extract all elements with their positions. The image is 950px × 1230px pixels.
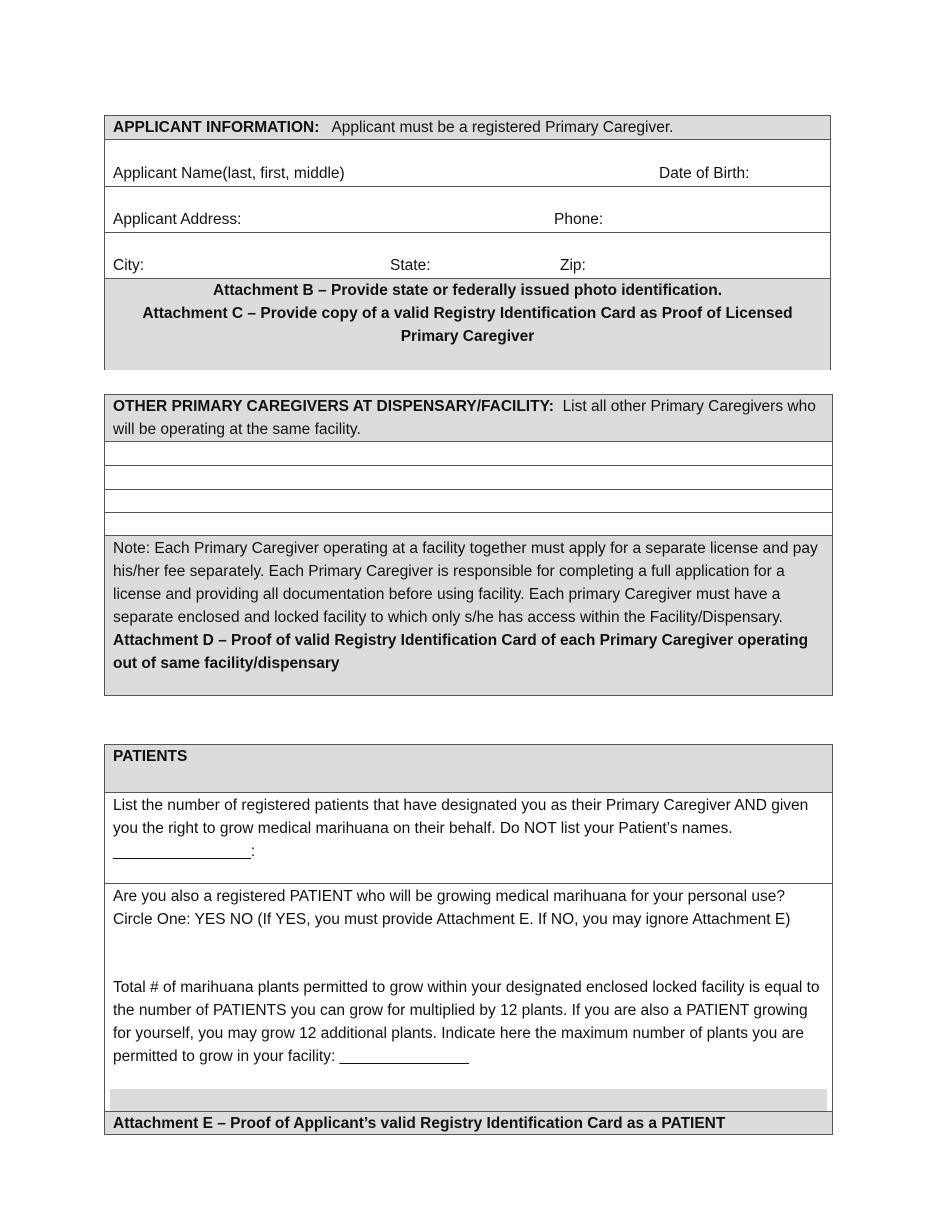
date-of-birth-label: Date of Birth: <box>659 165 750 182</box>
state-label: State: <box>390 257 431 274</box>
applicant-name-label: Applicant Name(last, first, middle) <box>113 165 345 182</box>
patient-count-row[interactable] <box>105 792 832 883</box>
patients-table <box>104 744 833 1135</box>
patient-count-text: List the number of registered patients that have designated you as their Primary Caregiver AND given you the right to grow medical marihuana on their behalf. Do NOT list your Patient’s names. <box>113 797 809 837</box>
other-caregivers-header-text: List all other Primary Caregivers who will be operating at the same facility. <box>113 398 816 438</box>
caregiver-note-text: Note: Each Primary Caregiver operating at a facility together must apply for a separate license and pay his/her fee separately. Each Primary Caregiver is responsible for completing a full application for a license and providing all documentation before using facility. Each primary Caregiver must have a separate enclosed and locked facility to which only s/he has access within the Facility/Dispensary. <box>113 540 818 626</box>
attachment-b-text: Attachment B – Provide state or federally issued photo identification. <box>212 282 722 299</box>
applicant-header-row <box>105 116 830 139</box>
city-label: City: <box>113 257 144 274</box>
zip-label: Zip: <box>560 257 586 274</box>
attachment-c-text: Attachment C – Provide copy of a valid Registry Identification Card as Proof of Licensed Primary Caregiver <box>142 305 793 345</box>
applicant-header-title: APPLICANT INFORMATION: <box>113 119 320 136</box>
applicant-name-row[interactable] <box>105 139 830 186</box>
phone-label: Phone: <box>554 211 604 228</box>
other-caregivers-table <box>104 394 833 696</box>
other-caregivers-header-title: OTHER PRIMARY CAREGIVERS AT DISPENSARY/FACILITY: <box>113 398 554 415</box>
gray-spacer <box>110 1089 827 1111</box>
total-plants-blank[interactable]: _______________ <box>339 1048 469 1065</box>
personal-patient-text: Are you also a registered PATIENT who will be growing medical marihuana for your personal use? Circle One: YES NO (If YES, you must provide Attachment E. If NO, you may ignore Attachment E) <box>113 888 791 928</box>
applicant-address-row[interactable] <box>105 186 830 232</box>
patient-personal-row[interactable] <box>105 883 832 1111</box>
patient-count-blank[interactable]: ________________: <box>113 843 256 860</box>
applicant-header-text: Applicant must be a registered Primary Caregiver. <box>331 119 674 136</box>
patients-header-title: PATIENTS <box>113 748 188 765</box>
patients-header-row <box>105 745 832 792</box>
caregiver-entry-row-2[interactable] <box>105 465 832 489</box>
total-plants-text: Total # of marihuana plants permitted to grow within your designated enclosed locked facility is equal to the number of PATIENTS you can grow for multiplied by 12 plants. If you are also a PATIENT growing for yourself, you may grow 12 additional plants. Indicate here the maximum number of plants you are permitted to grow in your facility: <box>113 979 820 1065</box>
caregiver-note-row <box>105 535 832 695</box>
attachment-bc-row <box>105 278 830 370</box>
attachment-e-row <box>105 1111 832 1134</box>
attachment-d-text: Attachment D – Proof of valid Registry Identification Card of each Primary Caregiver operating out of same facility/dispensary <box>113 632 809 672</box>
applicant-city-row[interactable] <box>105 232 830 278</box>
applicant-address-label: Applicant Address: <box>113 211 242 228</box>
caregiver-entry-row-4[interactable] <box>105 512 832 535</box>
attachment-e-text: Attachment E – Proof of Applicant’s valid Registry Identification Card as a PATIENT <box>113 1115 726 1132</box>
applicant-information-table <box>104 115 831 370</box>
caregiver-entry-row-1[interactable] <box>105 441 832 465</box>
other-caregivers-header-row <box>105 395 832 441</box>
caregiver-entry-row-3[interactable] <box>105 489 832 512</box>
